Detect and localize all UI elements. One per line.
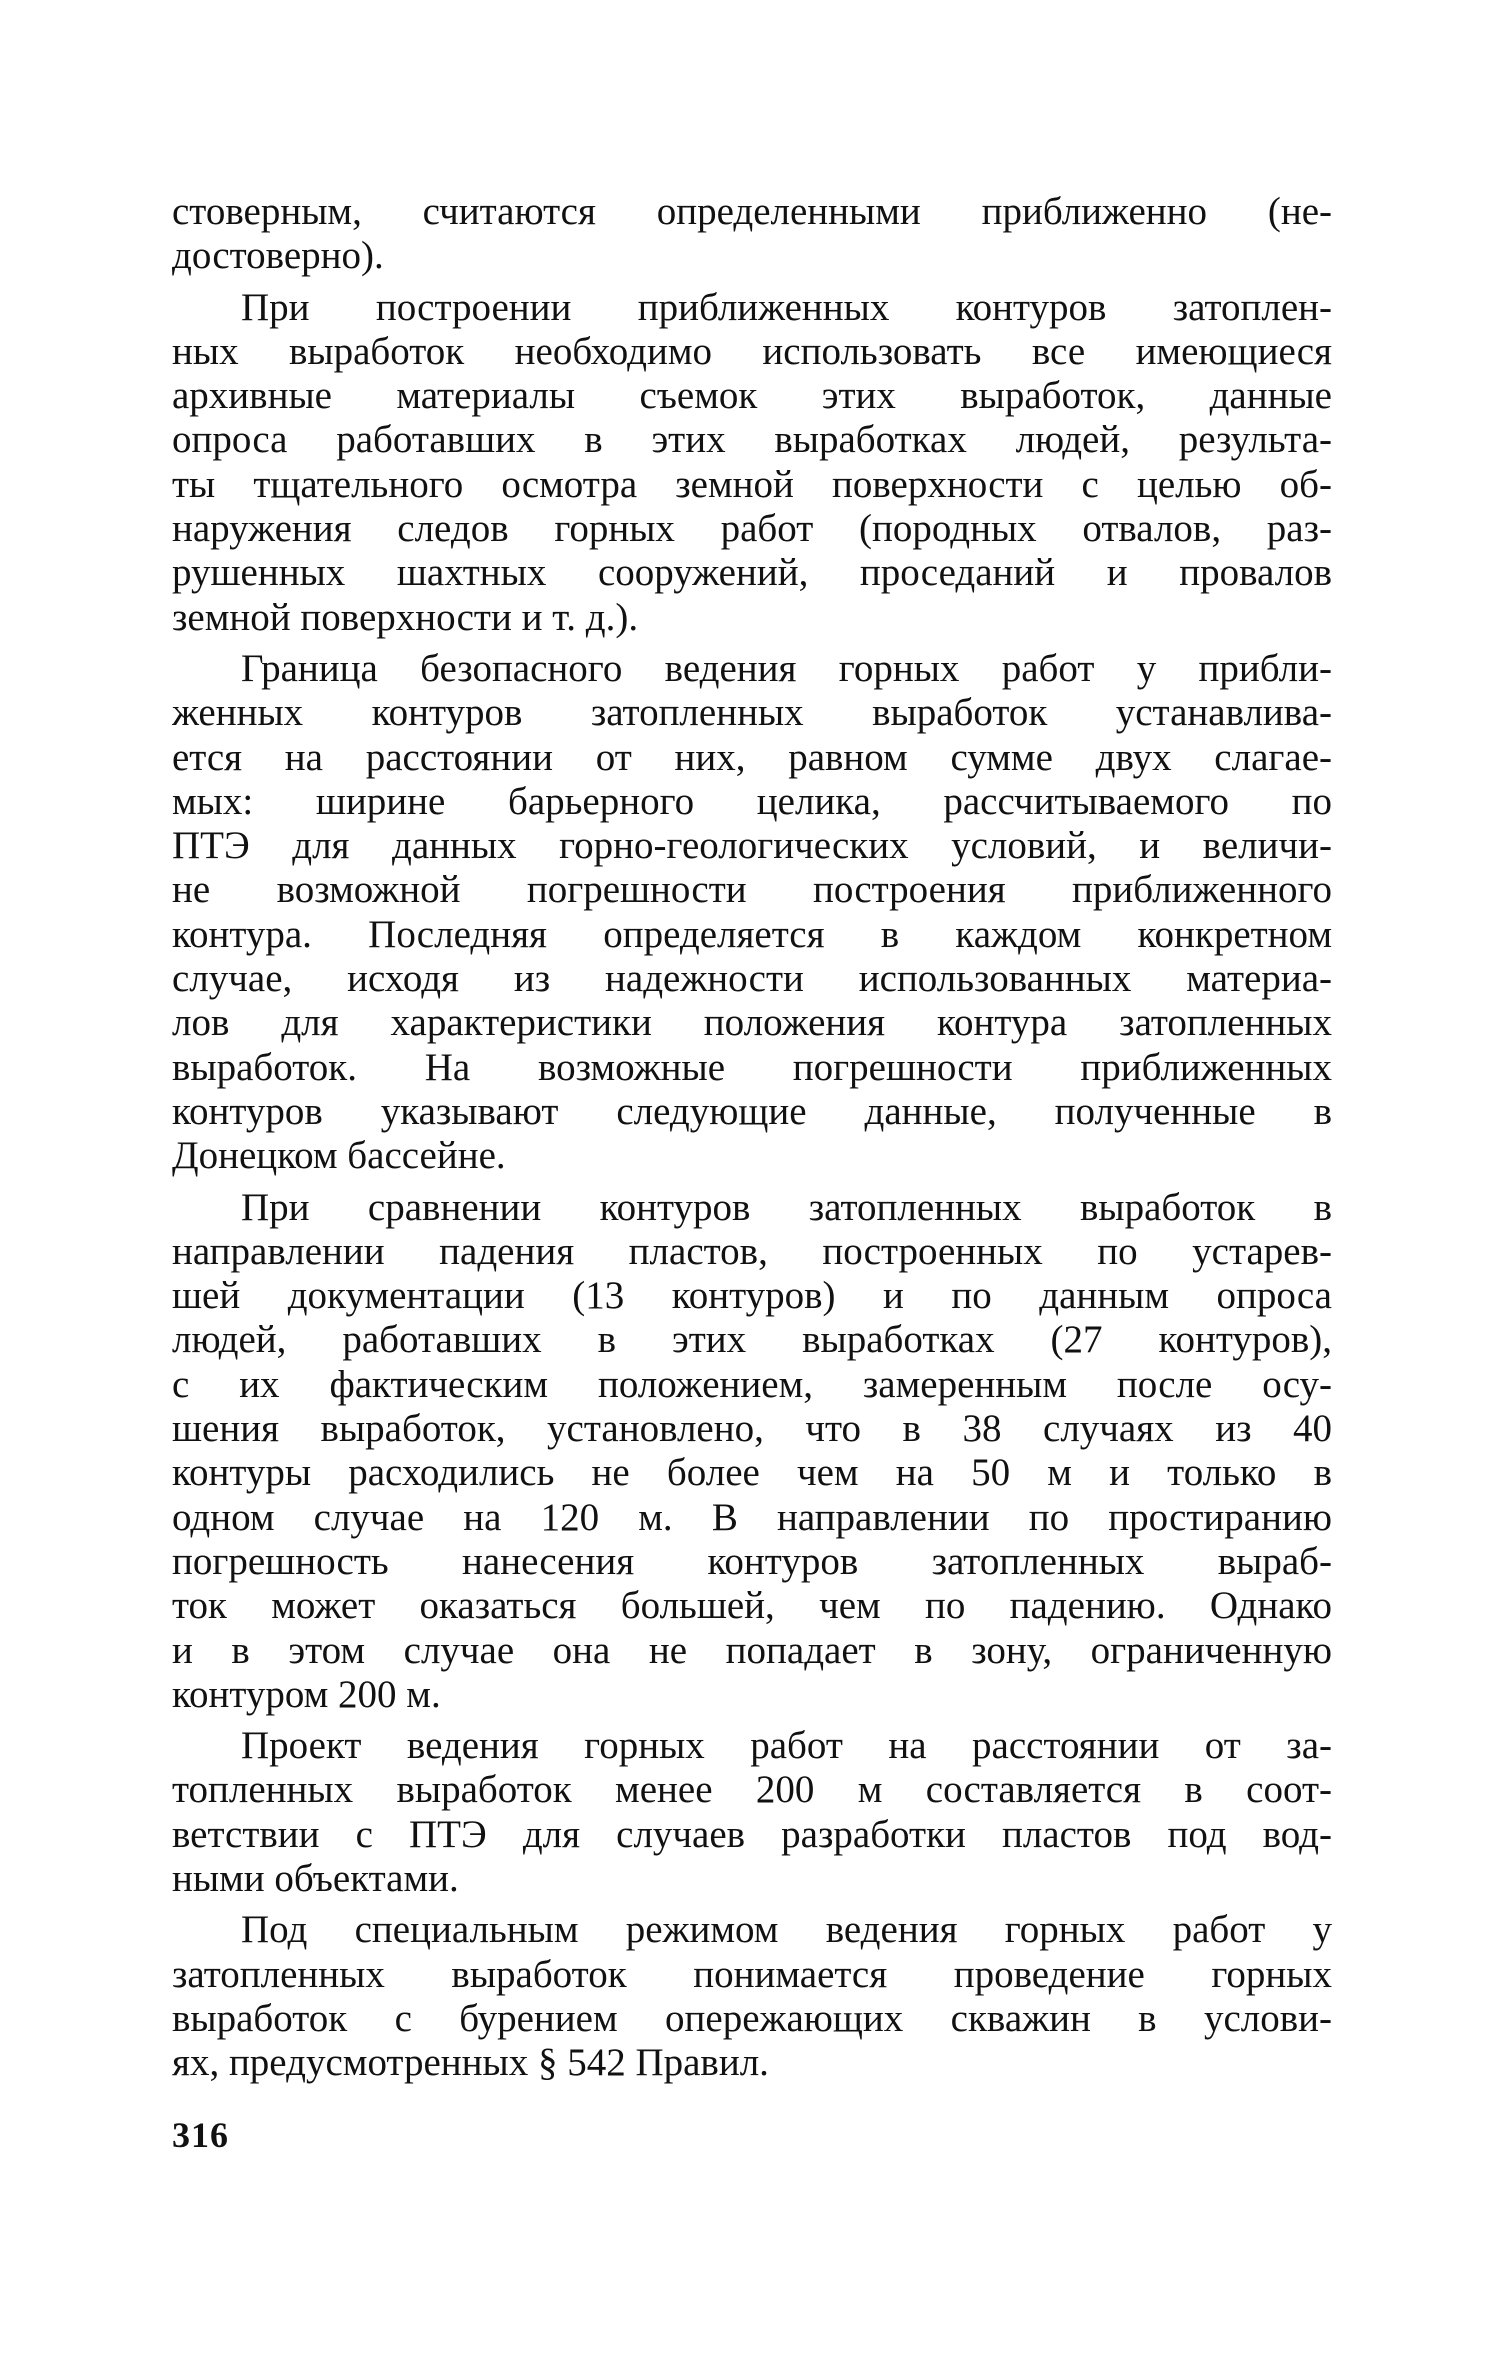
text-line: контуром 200 м.: [172, 1672, 441, 1716]
text-line: Граница безопасного ведения горных работ у прибли-: [241, 646, 1332, 690]
text-line: погрешность нанесения контуров затопленных выраб-: [172, 1539, 1332, 1583]
text-line: достоверно).: [172, 234, 384, 278]
text-line: ток может оказаться большей, чем по падению. Однако: [172, 1584, 1332, 1628]
text-line: затопленных выработок понимается проведение горных: [172, 1952, 1332, 1996]
paragraph: [172, 1724, 1332, 1901]
text-line: Донецком бассейне.: [172, 1134, 506, 1178]
text-line: архивные материалы съемок этих выработок, данные: [172, 374, 1332, 418]
text-line: выработок. На возможные погрешности приближенных: [172, 1045, 1332, 1089]
text-line: лов для характеристики положения контура затопленных: [172, 1001, 1332, 1045]
text-line: контура. Последняя определяется в каждом конкретном: [172, 912, 1332, 956]
text-line: случае, исходя из надежности использованных материа-: [172, 957, 1332, 1001]
text-line: женных контуров затопленных выработок устанавлива-: [172, 691, 1332, 735]
text-line: ПТЭ для данных горно-геологических условий, и величи-: [172, 824, 1332, 868]
page-number: 316: [172, 2115, 229, 2155]
text-line: не возможной погрешности построения приближенного: [172, 868, 1332, 912]
paragraph: [172, 286, 1332, 640]
text-line: Проект ведения горных работ на расстоянии от за-: [241, 1724, 1332, 1768]
text-line: людей, работавших в этих выработках (27 контуров),: [172, 1318, 1332, 1362]
text-line: контуры расходились не более чем на 50 м и только в: [172, 1451, 1332, 1495]
text-line: стоверным, считаются определенными приближенно (не-: [172, 190, 1332, 233]
text-line: рушенных шахтных сооружений, проседаний и провалов: [172, 551, 1332, 595]
paragraph: [172, 1908, 1332, 2085]
text-line: ты тщательного осмотра земной поверхности с целью об-: [172, 462, 1332, 506]
text-line: мых: ширине барьерного целика, рассчитываемого по: [172, 779, 1332, 823]
paragraph: [172, 647, 1332, 1179]
text-line: шения выработок, установлено, что в 38 случаях из 40: [172, 1407, 1332, 1451]
text-line: одном случае на 120 м. В направлении по простиранию: [172, 1495, 1332, 1539]
text-line: контуров указывают следующие данные, полученные в: [172, 1089, 1332, 1133]
text-line: ными объектами.: [172, 1856, 459, 1900]
text-line: опроса работавших в этих выработках людей, результа-: [172, 418, 1332, 462]
text-line: топленных выработок менее 200 м составляется в соот-: [172, 1768, 1332, 1812]
text-line: ветствии с ПТЭ для случаев разработки пластов под вод-: [172, 1812, 1332, 1856]
text-line: и в этом случае она не попадает в зону, ограниченную: [172, 1628, 1332, 1672]
paragraph: [172, 190, 1332, 279]
text-line: ется на расстоянии от них, равном сумме двух слагае-: [172, 735, 1332, 779]
text-line: направлении падения пластов, построенных по устарев-: [172, 1229, 1332, 1273]
text-line: земной поверхности и т. д.).: [172, 595, 639, 639]
text-line: с их фактическим положением, замеренным после осу-: [172, 1362, 1332, 1406]
text-line: наружения следов горных работ (породных отвалов, раз-: [172, 507, 1332, 551]
text-line: выработок с бурением опережающих скважин в услови-: [172, 1996, 1332, 2040]
text-line: При построении приближенных контуров затоплен-: [241, 285, 1332, 329]
body-text: [172, 190, 1332, 2085]
text-line: ных выработок необходимо использовать все имеющиеся: [172, 329, 1332, 373]
paragraph: [172, 1186, 1332, 1718]
text-line: При сравнении контуров затопленных выработок в: [241, 1185, 1332, 1229]
text-line: ях, предусмотренных § 542 Правил.: [172, 2041, 769, 2085]
text-line: шей документации (13 контуров) и по данным опроса: [172, 1274, 1332, 1318]
text-line: Под специальным режимом ведения горных работ у: [241, 1908, 1332, 1952]
